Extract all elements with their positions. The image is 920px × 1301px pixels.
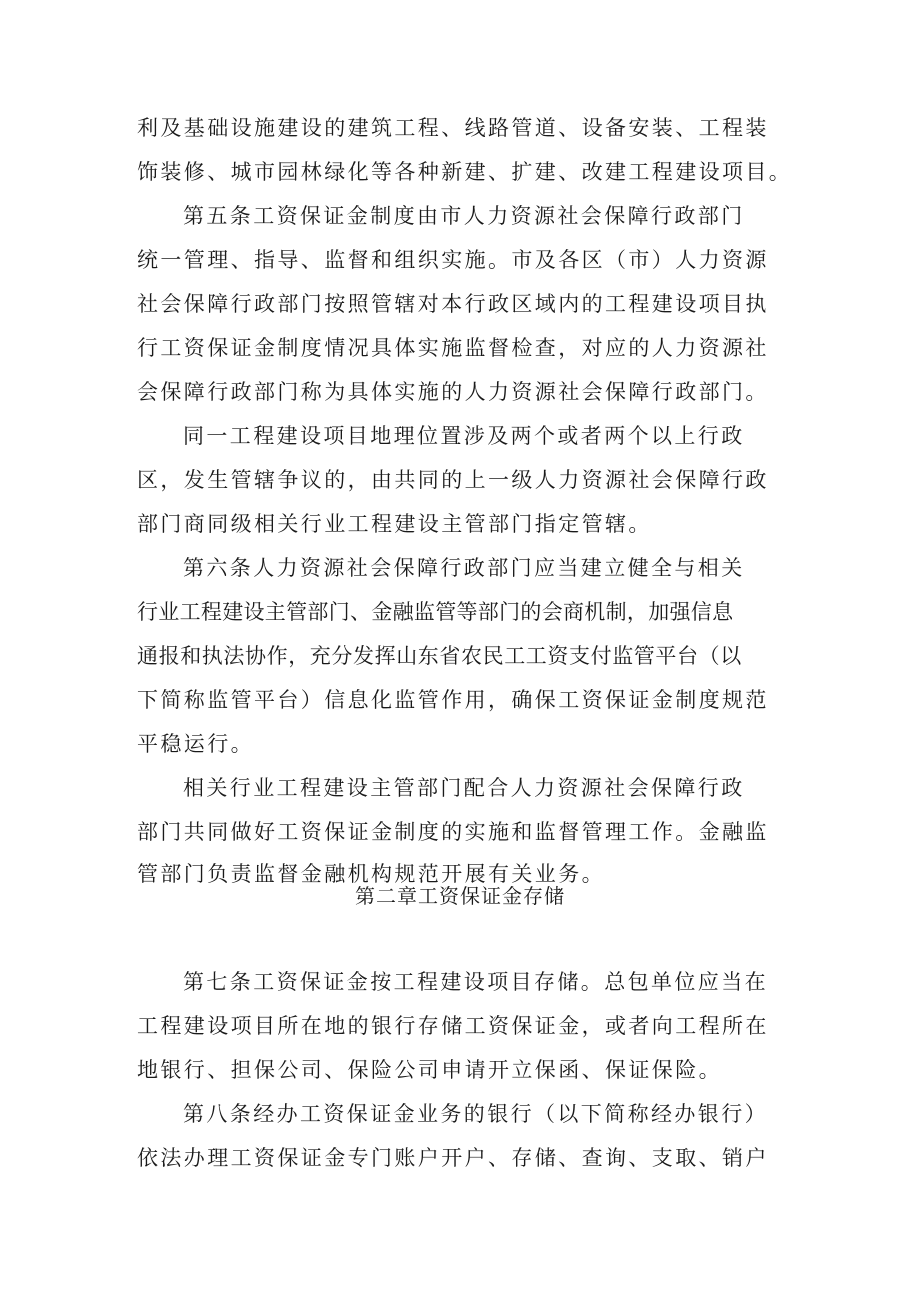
article-8-line: 第八条经办工资保证金业务的银行（以下简称经办银行） — [183, 1102, 768, 1126]
paragraph-line: 统一管理、指导、监督和组织实施。市及各区（市）人力资源 — [137, 248, 769, 272]
paragraph-line: 平稳运行。 — [137, 732, 254, 756]
paragraph-line: 行工资保证金制度情况具体实施监督检查，对应的人力资源社 — [137, 336, 769, 360]
paragraph-line: 社会保障行政部门按照管辖对本行政区域内的工程建设项目执 — [137, 292, 769, 316]
paragraph-line: 相关行业工程建设主管部门配合人力资源社会保障行政 — [183, 776, 745, 800]
paragraph-line: 工程建设项目所在地的银行存储工资保证金，或者向工程所在 — [137, 1014, 769, 1038]
paragraph-line: 依法办理工资保证金专门账户开户、存储、查询、支取、销户 — [137, 1146, 769, 1170]
paragraph-line: 同一工程建设项目地理位置涉及两个或者两个以上行政 — [183, 424, 745, 448]
chapter-heading: 第二章工资保证金存储 — [355, 884, 565, 908]
paragraph-line: 管部门负责监督金融机构规范开展有关业务。 — [137, 862, 605, 886]
article-5-line: 第五条工资保证金制度由市人力资源社会保障行政部门 — [183, 204, 745, 228]
paragraph-line: 下简称监管平台）信息化监管作用，确保工资保证金制度规范 — [137, 688, 769, 712]
paragraph-line: 通报和执法协作，充分发挥山东省农民工工资支付监管平台（以 — [137, 644, 742, 668]
paragraph-line: 会保障行政部门称为具体实施的人力资源社会保障行政部门。 — [137, 380, 769, 404]
paragraph-line: 部门商同级相关行业工程建设主管部门指定管辖。 — [137, 512, 652, 536]
paragraph-line: 饰装修、城市园林绿化等各种新建、扩建、改建工程建设项目。 — [137, 160, 793, 184]
paragraph-line: 地银行、担保公司、保险公司申请开立保函、保证保险。 — [137, 1058, 722, 1082]
article-7-line: 第七条工资保证金按工程建设项目存储。总包单位应当在 — [183, 970, 768, 994]
paragraph-line: 部门共同做好工资保证金制度的实施和监督管理工作。金融监 — [137, 820, 769, 844]
paragraph-line: 行业工程建设主管部门、金融监管等部门的会商机制，加强信息 — [137, 600, 734, 624]
paragraph-line: 利及基础设施建设的建筑工程、线路管道、设备安装、工程装 — [137, 116, 769, 140]
paragraph-line: 区，发生管辖争议的，由共同的上一级人力资源社会保障行政 — [137, 468, 769, 492]
article-6-line: 第六条人力资源社会保障行政部门应当建立健全与相关 — [183, 556, 745, 580]
